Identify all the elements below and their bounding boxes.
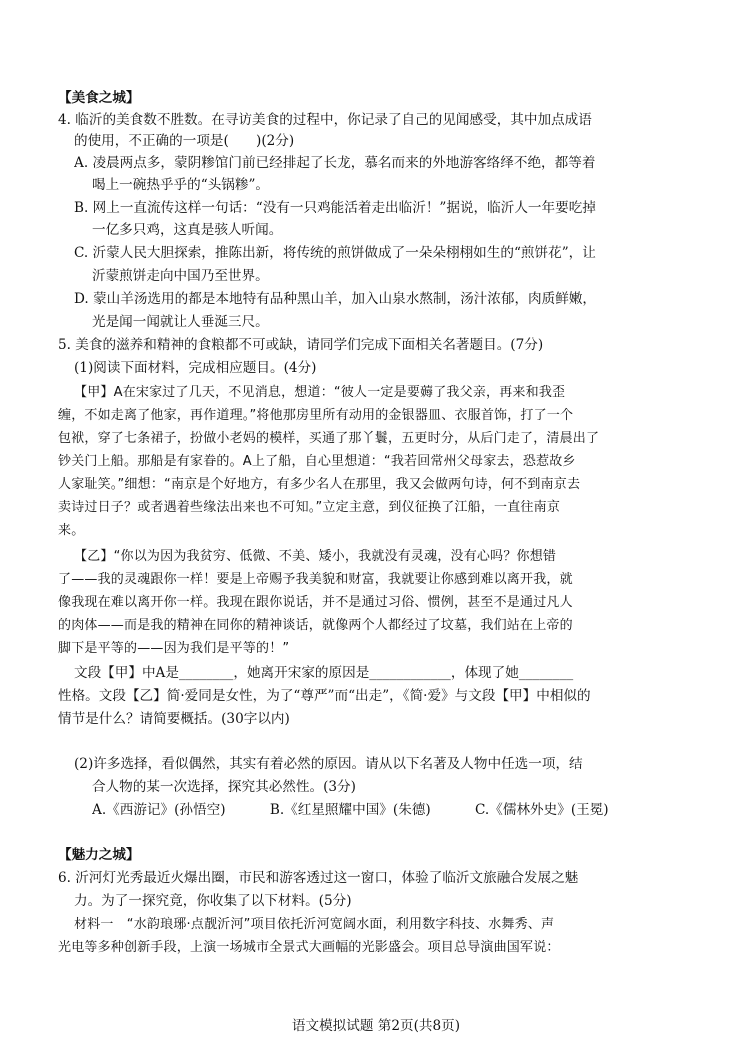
material1-line1: 材料一 “水韵琅琊·点靓沂河”项目依托沂河宽阔水面，利用数字科技、水舞秀、声: [74, 917, 555, 932]
q4-option-b-line2: 一亿多只鸡，这真是骇人听闻。: [92, 222, 283, 238]
q4-option-a-line1: A. 凌晨两点多，蒙阴糁馆门前已经排起了长龙，慕名而来的外地游客络绎不绝，都等着: [74, 155, 596, 171]
q5-sub1-heading: (1)阅读下面材料，完成相应题目。(4分): [74, 360, 317, 376]
passage-jia-line3: 包袱，穿了七条裙子，扮做小老妈的模样，买通了那丫鬟，五更时分，从后门走了，清晨出了: [58, 431, 600, 446]
passage-yi-line1: 【乙】“你以为因为我贫穷、低微、不美、矮小，我就没有灵魂，没有心吗？你想错: [74, 549, 557, 564]
passage-jia-line5: 人家耻笑。”细想：“南京是个好地方，有多少名人在那里，我又会做两句诗，何不到南京去: [58, 477, 581, 492]
q4-option-c-line2: 沂蒙煎饼走向中国乃至世界。: [92, 268, 269, 284]
section-heading-charm: 【魅力之城】: [58, 847, 140, 863]
q6-stem-line1: 6. 沂河灯光秀最近火爆出圈，市民和游客透过这一窗口，体验了临沂文旅融合发展之魅: [58, 870, 579, 886]
passage-yi-line2: 了——我的灵魂跟你一样！要是上帝赐予我美貌和财富，我就要让你感到难以离开我，就: [58, 572, 573, 587]
q5-sub2-options: [92, 800, 742, 820]
passage-jia-line7: 来。: [58, 523, 85, 538]
q5-task-line1: 文段【甲】中A是________，她离开宋家的原因是____________，体现了她________: [74, 665, 574, 681]
q4-option-c-line1: C. 沂蒙人民大胆探索，推陈出新，将传统的煎饼做成了一朵朵栩栩如生的“煎饼花”，让: [74, 245, 596, 261]
q5-sub2-line2: 合人物的某一次选择，探究其必然性。(3分): [92, 779, 356, 795]
q5-sub2-line1: (2)许多选择，看似偶然，其实有着必然的原因。请从以下名著及人物中任选一项，结: [74, 756, 583, 772]
q5-task-line3: 情节是什么？请简要概括。(30字以内): [58, 711, 290, 727]
option-a: A.《西游记》(孙悟空): [92, 802, 226, 818]
q5-stem: 5. 美食的滋养和精神的食粮都不可或缺，请同学们完成下面相关名著题目。(7分): [58, 337, 544, 353]
q4-option-a-line2: 喝上一碗热乎乎的“头锅糁”。: [92, 177, 270, 193]
section-heading-food: 【美食之城】: [58, 90, 140, 106]
passage-yi-line4: 的肉体——而是我的精神在同你的精神谈话，就像两个人都经过了坟墓，我们站在上帝的: [58, 618, 573, 633]
q6-stem-line2: 力。为了一探究竟，你收集了以下材料。(5分): [74, 893, 352, 909]
passage-yi-line3: 像我现在难以离开你一样。我现在跟你说话，并不是通过习俗、惯例，甚至不是通过凡人: [58, 595, 573, 610]
q4-option-b-line1: B. 网上一直流传这样一句话：“没有一只鸡能活着走出临沂！”据说，临沂人一年要吃掉: [74, 200, 596, 216]
q5-task-line2: 性格。文段【乙】简·爱同是女性，为了“尊严”而“出走”，《简·爱》与文段【甲】中相似的: [58, 688, 591, 704]
q4-option-d-line2: 光是闻一闻就让人垂涎三尺。: [92, 314, 269, 330]
material1-line2: 光电等多种创新手段，上演一场城市全景式大画幅的光影盛会。项目总导演曲国军说：: [58, 940, 560, 955]
passage-yi-line5: 脚下是平等的——因为我们是平等的！”: [58, 641, 290, 656]
q4-stem-line1: 4. 临沂的美食数不胜数。在寻访美食的过程中，你记录了自己的见闻感受，其中加点成语: [58, 112, 592, 128]
passage-jia-line1: 【甲】A在宋家过了几天，不见消息，想道：“彼人一定是要薅了我父亲，再来和我歪: [74, 385, 566, 400]
passage-jia-line2: 缠，不如走离了他家，再作道理。”将他那房里所有动用的金银器皿、衣服首饰，打了一个: [58, 408, 574, 423]
passage-jia-line6: 卖诗过日子？或者遇着些缘法出来也不可知。”立定主意，到仪征换了江船，一直往南京: [58, 500, 561, 515]
q4-stem-line2: 的使用，不正确的一项是( )(2分): [74, 133, 295, 149]
option-b: B.《红星照耀中国》(朱德): [269, 802, 431, 818]
q4-option-d-line1: D. 蒙山羊汤选用的都是本地特有品种黑山羊，加入山泉水熬制，汤汁浓郁，肉质鲜嫩，: [74, 291, 597, 307]
passage-jia-line4: 钞关门上船。那船是有家眷的。A上了船，自心里想道：“我若回常州父母家去，恐惹故乡: [58, 454, 576, 469]
option-c: C.《儒林外史》(王冕): [475, 802, 609, 818]
page-footer: 语文模拟试题 第2页(共8页): [291, 1018, 461, 1034]
